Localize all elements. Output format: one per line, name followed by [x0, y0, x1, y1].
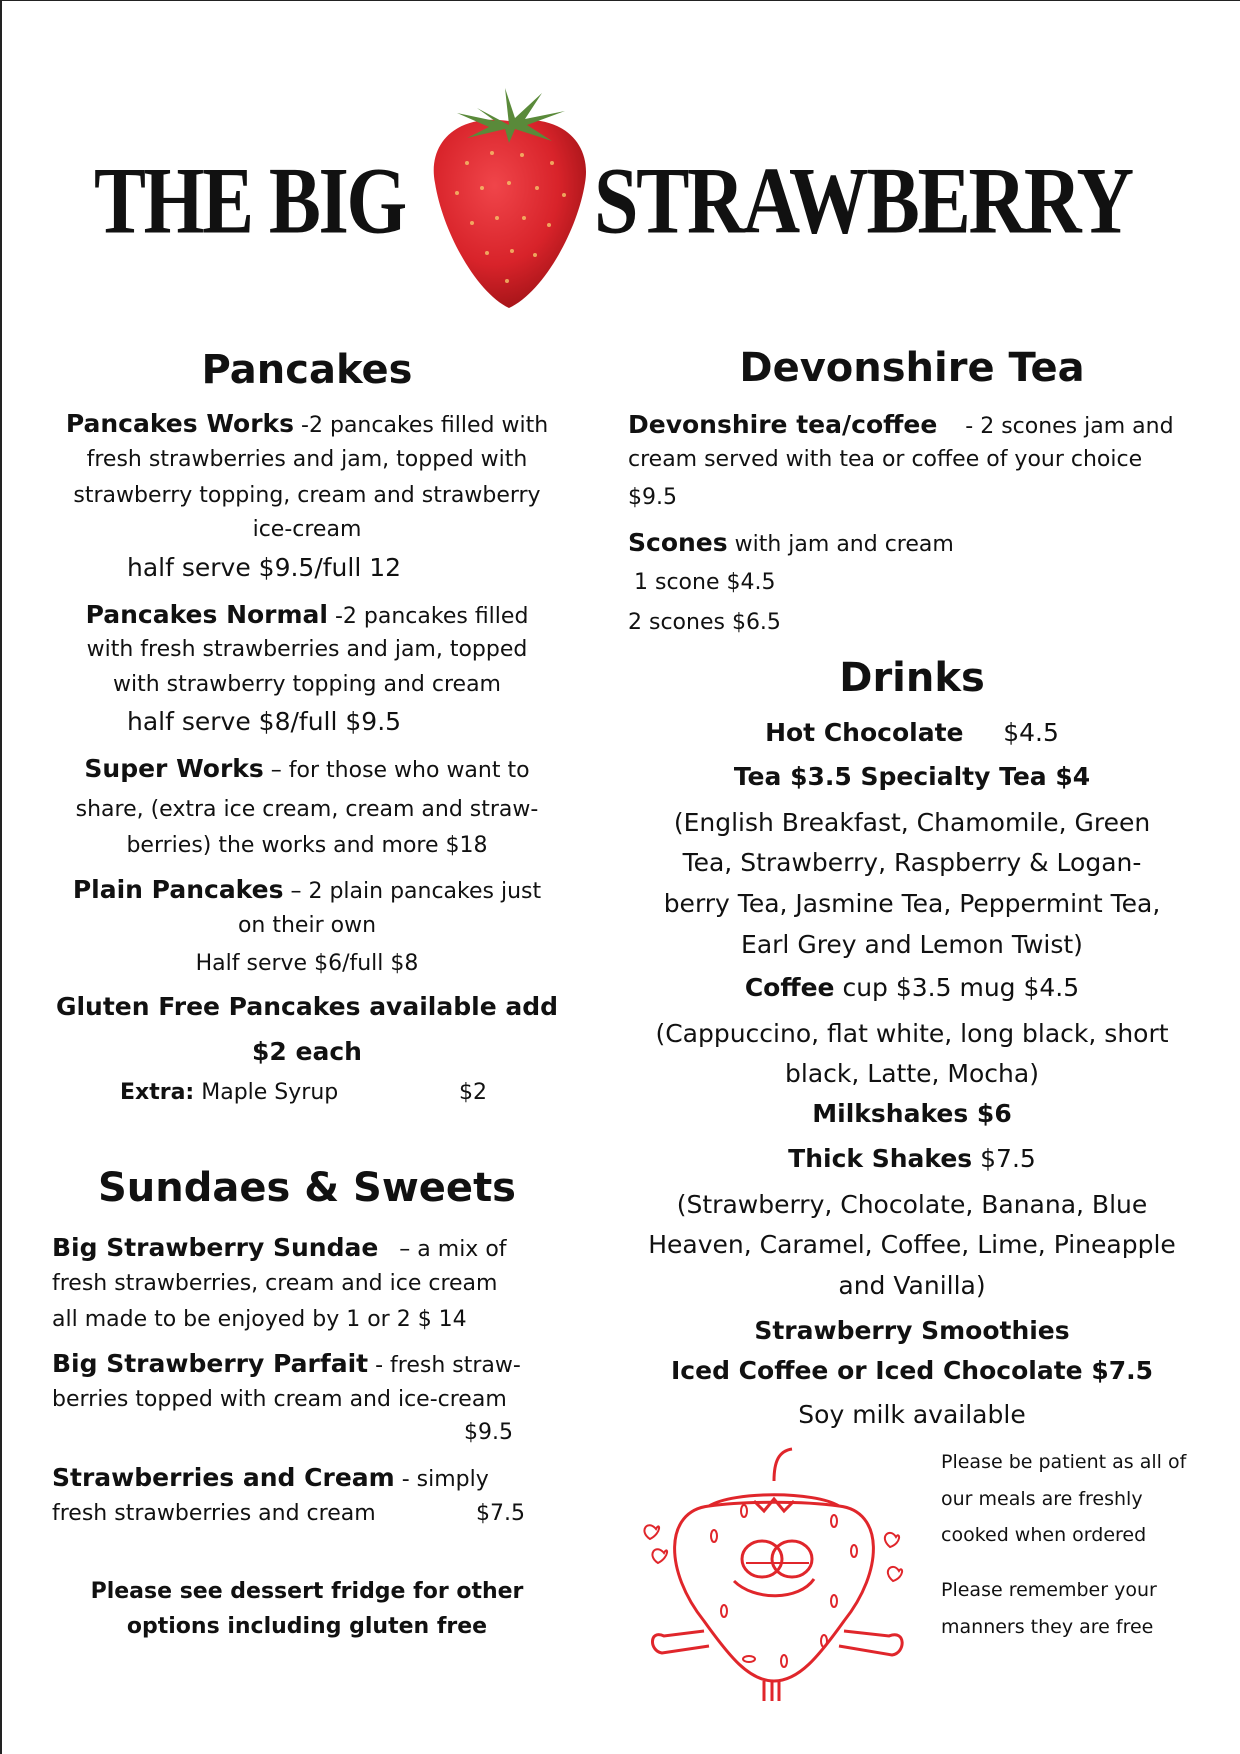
item-desc: fresh strawberries, cream and ice cream: [52, 1271, 498, 1296]
manners-note: Please remember your: [941, 1579, 1157, 1601]
item-name: Thick Shakes: [788, 1144, 973, 1173]
item-name: Big Strawberry Sundae: [52, 1233, 379, 1262]
item-desc: – 2 plain pancakes just: [290, 879, 542, 904]
item-desc: cream served with tea or coffee of your choice: [628, 447, 1143, 472]
extra-item: Maple Syrup: [201, 1080, 339, 1105]
item-price: Half serve $6/full $8: [195, 951, 419, 976]
item-price: $7.5: [980, 1144, 1036, 1173]
gluten-free-price: $2 each: [252, 1037, 362, 1066]
item-name: Hot Chocolate: [765, 718, 964, 747]
item-name: Pancakes Normal: [85, 600, 328, 629]
strawberry-mascot-icon: [634, 1441, 934, 1701]
item-price: $9.5: [628, 485, 677, 510]
item-desc: on their own: [237, 913, 377, 938]
item-desc: – a mix of: [399, 1237, 507, 1262]
item-name: Big Strawberry Parfait: [52, 1349, 369, 1378]
item-name: Scones: [628, 528, 728, 557]
shake-list: and Vanilla): [838, 1271, 986, 1300]
item-desc: - simply: [401, 1467, 489, 1492]
sundae-line: [52, 1230, 507, 1266]
pancakes-works-line: [42, 406, 572, 442]
logo-text-left: THE BIG: [94, 147, 405, 254]
shake-list: Heaven, Caramel, Coffee, Lime, Pineapple: [648, 1230, 1176, 1259]
item-desc: - 2 scones jam and: [965, 414, 1174, 439]
item-name: Strawberries and Cream: [52, 1463, 395, 1492]
iced-drinks: Iced Coffee or Iced Chocolate $7.5: [671, 1356, 1153, 1385]
item-desc: berries topped with cream and ice-cream: [52, 1387, 507, 1412]
extra-label: [120, 1075, 338, 1111]
item-desc: – for those who want to: [270, 758, 530, 783]
coffee-list: black, Latte, Mocha): [785, 1059, 1039, 1088]
item-price: half serve $9.5/full 12: [127, 553, 402, 582]
shake-list: (Strawberry, Chocolate, Banana, Blue: [676, 1190, 1148, 1219]
item-price: $9.5: [464, 1420, 513, 1445]
patience-note: our meals are freshly: [941, 1488, 1143, 1510]
scones-line: [628, 525, 1208, 561]
item-name: Coffee: [744, 973, 835, 1002]
pancakes-heading: Pancakes: [201, 347, 413, 393]
item-desc: with fresh strawberries and jam, topped: [86, 637, 528, 662]
item-price: $7.5: [476, 1501, 525, 1526]
sundaes-heading: Sundaes & Sweets: [97, 1165, 516, 1211]
item-desc: berries) the works and more $18: [126, 833, 488, 858]
parfait-line: [52, 1346, 521, 1382]
item-desc: all made to be enjoyed by 1 or 2 $ 14: [52, 1307, 467, 1332]
plain-pancakes-line: [42, 872, 572, 908]
strawberries-cream-line: [52, 1460, 489, 1496]
drinks-heading: Drinks: [839, 655, 985, 701]
coffee-list: (Cappuccino, flat white, long black, short: [655, 1019, 1169, 1048]
dessert-fridge-note: Please see dessert fridge for other: [90, 1579, 524, 1604]
tea-prices: Tea $3.5 Specialty Tea $4: [733, 762, 1091, 791]
tea-list: Earl Grey and Lemon Twist): [741, 930, 1083, 959]
item-desc: with jam and cream: [734, 532, 954, 557]
item-desc: -2 pancakes filled with: [301, 413, 549, 438]
patience-note: cooked when ordered: [941, 1524, 1147, 1546]
logo-text-right: STRAWBERRY: [594, 147, 1132, 254]
tea-list: Tea, Strawberry, Raspberry & Logan-: [682, 848, 1142, 877]
devonshire-tea-line: [628, 407, 1208, 443]
item-desc: ice-cream: [252, 517, 362, 542]
item-price: $4.5: [1003, 718, 1059, 747]
smoothies: Strawberry Smoothies: [754, 1316, 1070, 1345]
extra-price: $2: [459, 1080, 487, 1105]
super-works-line: [42, 751, 572, 787]
extra-label-text: Extra:: [120, 1080, 195, 1105]
item-name: Super Works: [84, 754, 264, 783]
dessert-fridge-note: options including gluten free: [126, 1614, 488, 1639]
hot-chocolate-line: [622, 715, 1202, 751]
item-desc: share, (extra ice cream, cream and straw-: [75, 797, 539, 822]
item-desc: with strawberry topping and cream: [112, 672, 501, 697]
item-price: 1 scone $4.5: [634, 570, 776, 595]
tea-list: (English Breakfast, Chamomile, Green: [673, 808, 1151, 837]
tea-list: berry Tea, Jasmine Tea, Peppermint Tea,: [663, 889, 1161, 918]
pancakes-normal-line: [42, 597, 572, 633]
milkshakes: Milkshakes $6: [812, 1099, 1012, 1128]
item-desc: -2 pancakes filled: [334, 604, 529, 629]
coffee-line: [622, 970, 1202, 1006]
devonshire-heading: Devonshire Tea: [739, 345, 1085, 391]
patience-note: Please be patient as all of: [941, 1451, 1187, 1473]
item-price: cup $3.5 mug $4.5: [842, 973, 1080, 1002]
item-name: Devonshire tea/coffee: [628, 410, 938, 439]
item-name: Plain Pancakes: [72, 875, 284, 904]
item-name: Pancakes Works: [65, 409, 295, 438]
item-desc: strawberry topping, cream and strawberry: [73, 483, 541, 508]
soy-milk: Soy milk available: [798, 1400, 1026, 1429]
manners-note: manners they are free: [941, 1616, 1154, 1638]
item-desc: fresh strawberries and jam, topped with: [86, 447, 528, 472]
item-desc: - fresh straw-: [375, 1353, 521, 1378]
item-desc: fresh strawberries and cream: [52, 1501, 376, 1526]
gluten-free-note: Gluten Free Pancakes available add: [55, 992, 559, 1021]
item-price: half serve $8/full $9.5: [127, 707, 402, 736]
thick-shakes-line: [622, 1141, 1202, 1177]
item-price: 2 scones $6.5: [628, 610, 781, 635]
strawberry-logo-icon: [427, 63, 592, 313]
